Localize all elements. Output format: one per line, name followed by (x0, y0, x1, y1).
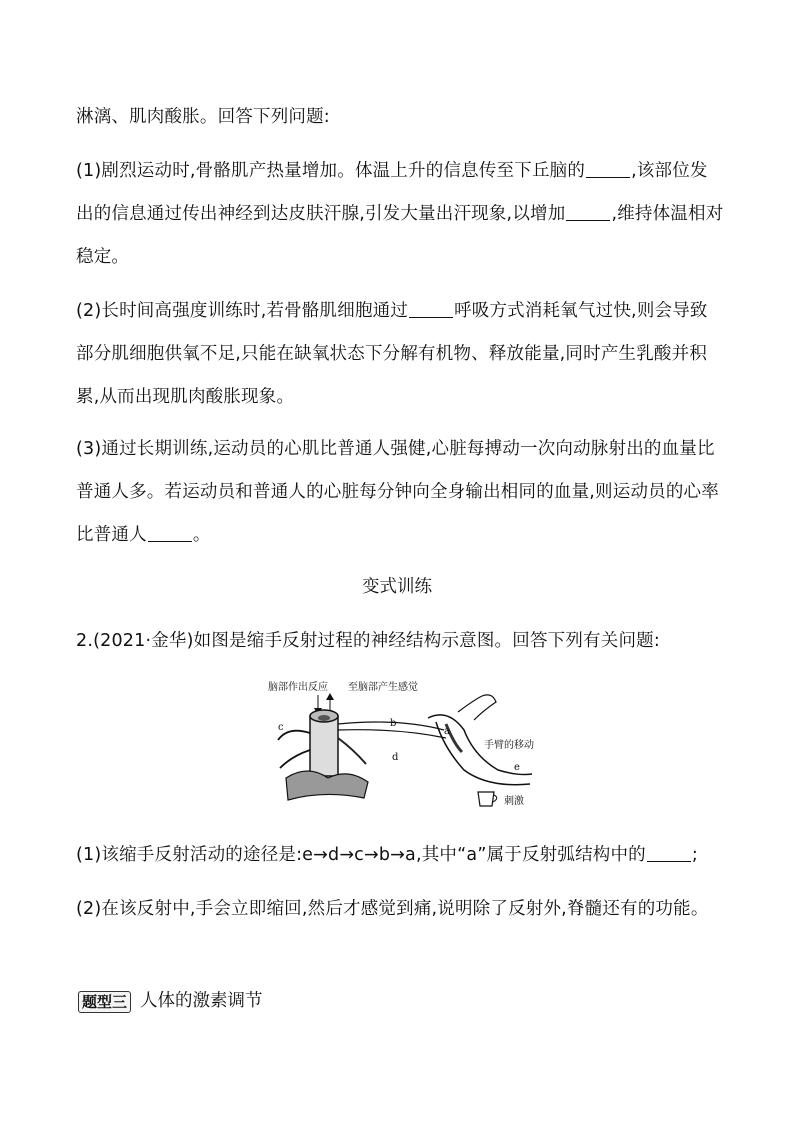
answer-blank[interactable] (647, 844, 691, 863)
question-type-tag: 题型三 (78, 991, 131, 1013)
figure-label-to-brain: 至脑部产生感觉 (348, 682, 418, 693)
reflex-arc-figure (268, 678, 538, 810)
intro-line: 淋漓、肌肉酸胀。回答下列问题: (76, 107, 330, 127)
reflex-arc-illustration (268, 678, 538, 810)
answer-blank[interactable] (148, 524, 192, 543)
question-1: (1)剧烈运动时,骨骼肌产热量增加。体温上升的信息传至下丘脑的 ,该部位发出的信息通过传出神经到达皮肤汗腺,引发大量出汗现象,以增加 ,维持体温相对稳定。 (76, 161, 724, 267)
figure-letter-e: e (514, 762, 520, 773)
figure-label-arm-move: 手臂的移动 (484, 740, 534, 751)
answer-blank[interactable] (586, 160, 630, 179)
question-2: (2)长时间高强度训练时,若骨骼肌细胞通过 呼吸方式消耗氧气过快,则会导致部分肌细胞供氧不足,只能在缺氧状态下分解有机物、释放能量,同时产生乳酸并积累,从而出现肌肉酸胀现象。 (76, 301, 708, 407)
figure-letter-c: c (278, 722, 284, 733)
question-type-title: 人体的激素调节 (140, 991, 263, 1011)
problem-2-stem: 2.(2021·金华)如图是缩手反射过程的神经结构示意图。回答下列有关问题: (76, 631, 660, 651)
answer-blank[interactable] (409, 300, 453, 319)
answer-blank[interactable] (566, 203, 610, 222)
section-heading: 变式训练 (362, 577, 432, 597)
figure-letter-b: b (390, 718, 397, 729)
problem-2-question-2: (2)在该反射中,手会立即缩回,然后才感觉到痛,说明除了反射外,脊髓还有的功能。 (76, 899, 709, 919)
question-3: (3)通过长期训练,运动员的心肌比普通人强健,心脏每搏动一次向动脉射出的血量比普通人多。若运动员和普通人的心脏每分钟向全身输出相同的血量,则运动员的心率比普通人 。 (76, 439, 719, 545)
figure-letter-a: a (444, 726, 450, 737)
problem-2-question-1: (1)该缩手反射活动的途径是:e→d→c→b→a,其中“a”属于反射弧结构中的 ; (76, 845, 698, 865)
figure-label-brain-response: 脑部作出反应 (268, 682, 328, 693)
figure-label-stimulus: 刺激 (504, 796, 524, 807)
figure-letter-d: d (392, 752, 399, 763)
